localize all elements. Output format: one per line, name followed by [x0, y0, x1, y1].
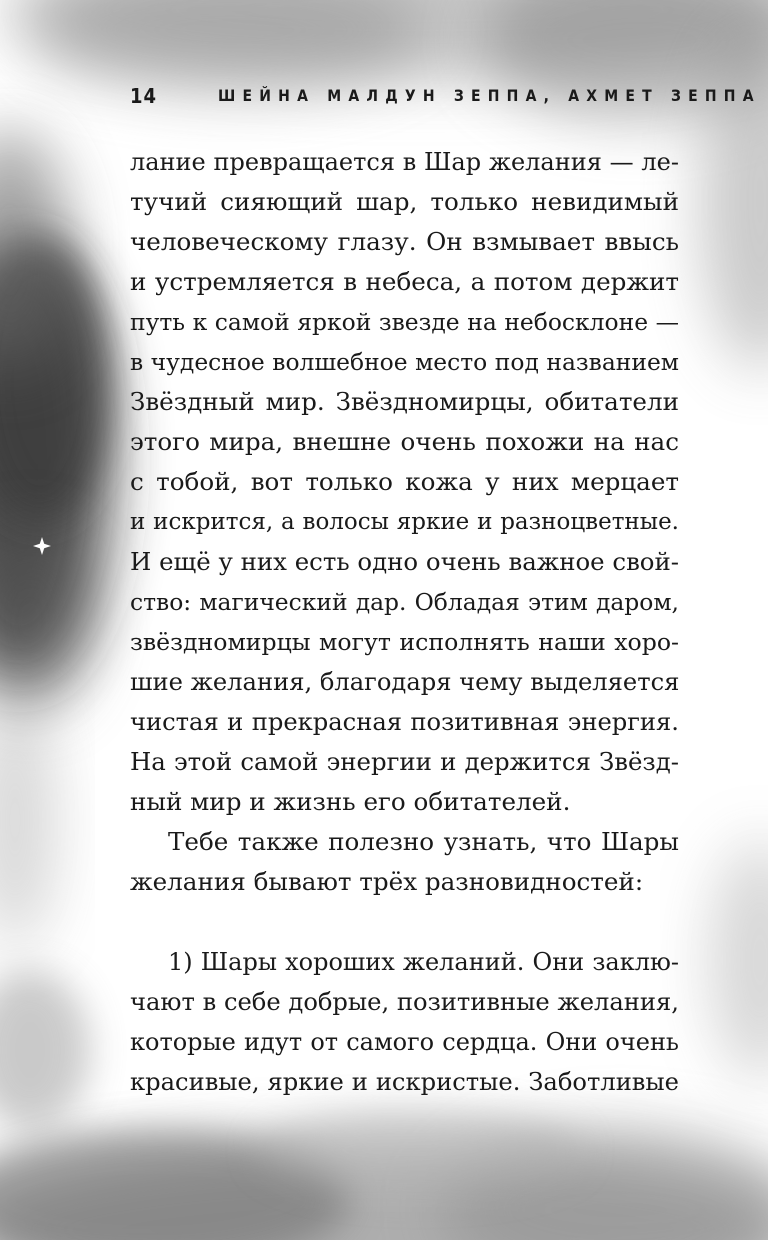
- paragraph-gap: [130, 902, 679, 942]
- text-line: которые идут от самого сердца. Они очень: [130, 1028, 679, 1056]
- text-line: тучий сияющий шар, только невидимый: [130, 187, 679, 216]
- text-line: На этой самой энергии и держится Звёзд-: [130, 747, 679, 776]
- text-line: ство: магический дар. Обладая этим даром,: [130, 588, 679, 616]
- page-number: 14: [130, 84, 158, 108]
- text-line: И ещё у них есть одно очень важное свой-: [130, 547, 679, 576]
- text-line: этого мира, внешне очень похожи на нас: [130, 427, 679, 456]
- text-line: с тобой, вот только кожа у них мерцает: [130, 467, 679, 496]
- text-line: чистая и прекрасная позитивная энергия.: [130, 708, 679, 736]
- text-line: Звёздный мир. Звёздномирцы, обитатели: [130, 387, 679, 416]
- text-line: шие желания, благодаря чему выделяется: [130, 668, 680, 696]
- text-line: звёздномирцы могут исполнять наши хоро-: [130, 628, 679, 656]
- text-line: ный мир и жизнь его обитателей.: [130, 787, 571, 816]
- text-line: 1) Шары хороших желаний. Они заклю-: [168, 948, 679, 976]
- text-line: путь к самой яркой звезде на небосклоне —: [130, 308, 679, 336]
- body-text: [130, 142, 679, 1102]
- text-line: Тебе также полезно узнать, что Шары: [168, 827, 679, 856]
- text-line: желания бывают трёх разновидностей:: [130, 867, 644, 896]
- text-line: в чудесное волшебное место под названием: [130, 348, 679, 376]
- text-line: красивые, яркие и искристые. Заботливые: [130, 1068, 679, 1096]
- text-line: чают в себе добрые, позитивные желания,: [130, 988, 679, 1016]
- text-line: человеческому глазу. Он взмывает ввысь: [130, 227, 679, 256]
- text-line: и устремляется в небеса, а потом держит: [130, 267, 679, 296]
- text-line: лание превращается в Шар желания — ле-: [130, 148, 679, 176]
- text-line: и искрится, а волосы яркие и разноцветные.: [130, 509, 679, 535]
- running-head: [0, 84, 768, 110]
- header-authors: ШЕЙНА МАЛДУН ЗЕППА, АХМЕТ ЗЕППА: [218, 87, 761, 106]
